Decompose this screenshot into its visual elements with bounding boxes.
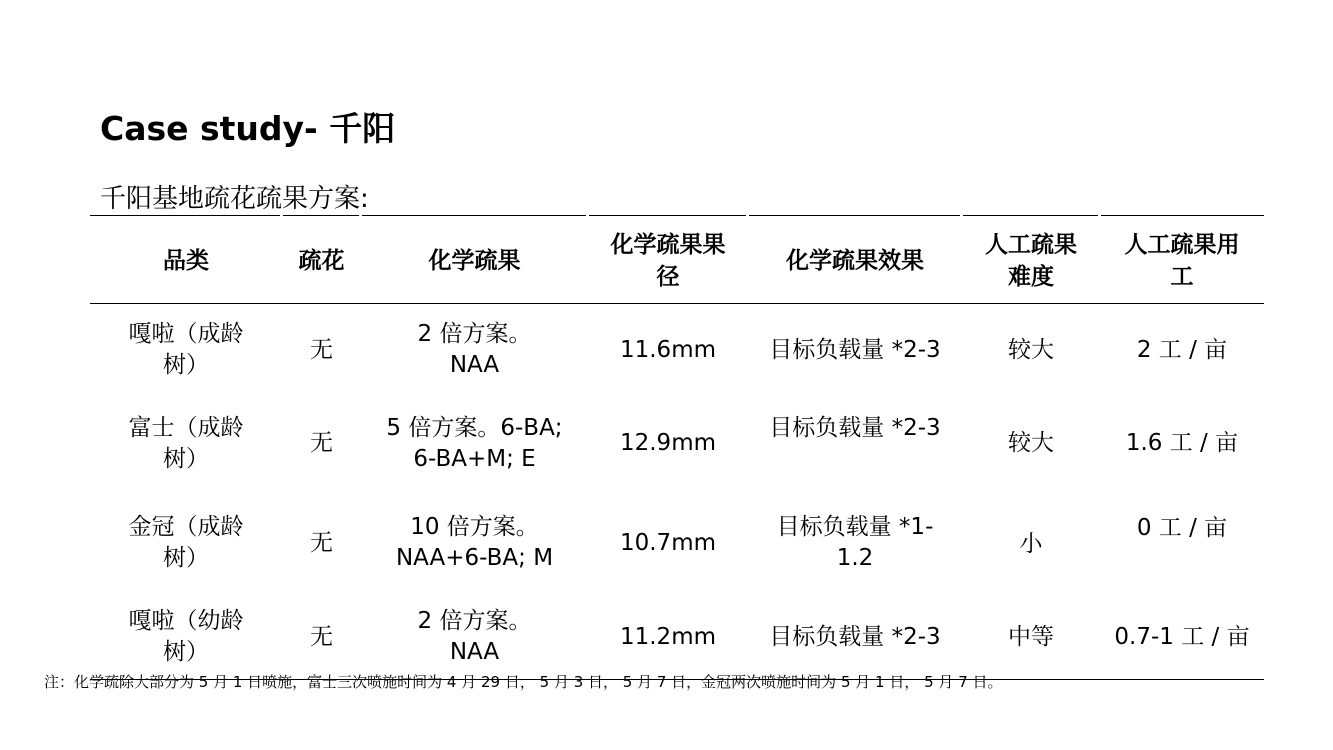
table-cell: 较大 bbox=[1008, 336, 1054, 363]
table-cell: 较大 bbox=[1008, 430, 1054, 456]
table-cell: 无 bbox=[310, 529, 333, 556]
column-header-manual-difficulty: 人工疏果难度 bbox=[985, 231, 1077, 290]
table-top-rule bbox=[749, 215, 960, 216]
column-header-thinning-effect: 化学疏果效果 bbox=[786, 247, 924, 274]
page-title: Case study- 千阳 bbox=[100, 109, 396, 148]
table-cell: 11.2mm bbox=[619, 623, 717, 650]
table-cell: 富士（成龄树） bbox=[128, 414, 244, 472]
column-header-flower-thinning: 疏花 bbox=[298, 247, 345, 274]
table-top-rule bbox=[90, 215, 280, 216]
table-cell: 无 bbox=[310, 430, 333, 456]
table-cell: 2 倍方案。NAA bbox=[417, 321, 532, 378]
table-cell: 0.7-1 工 / 亩 bbox=[1114, 623, 1250, 650]
page-subtitle: 千阳基地疏花疏果方案: bbox=[100, 184, 369, 214]
table-cell: 目标负载量 *2-3 bbox=[769, 623, 941, 650]
column-header-variety: 品类 bbox=[163, 247, 209, 274]
table-cell: 目标负载量 *2-3 bbox=[769, 414, 941, 441]
column-header-manual-labor: 人工疏果用工 bbox=[1124, 231, 1240, 290]
table-cell: 无 bbox=[310, 336, 333, 363]
table-cell: 金冠（成龄树） bbox=[128, 514, 244, 571]
table-top-rule bbox=[589, 215, 746, 216]
table-cell: 目标负载量 *2-3 bbox=[769, 336, 941, 363]
table-cell: 2 倍方案。NAA bbox=[417, 608, 532, 665]
table-top-rule bbox=[362, 215, 586, 216]
table-cell: 嘎啦（幼龄树） bbox=[128, 608, 244, 665]
table-cell: 12.9mm bbox=[619, 430, 717, 456]
table-cell: 2 工 / 亩 bbox=[1136, 336, 1228, 363]
table-cell: 10.7mm bbox=[619, 529, 717, 556]
table-cell: 小 bbox=[1019, 530, 1043, 557]
table-cell: 10 倍方案。NAA+6-BA; M bbox=[395, 514, 554, 571]
table-top-rule bbox=[283, 215, 359, 216]
table-cell: 1.6 工 / 亩 bbox=[1125, 430, 1239, 456]
table-cell: 0 工 / 亩 bbox=[1136, 514, 1228, 541]
table-cell: 目标负载量 *1-1.2 bbox=[776, 514, 934, 571]
table-cell: 中等 bbox=[1008, 623, 1054, 650]
column-header-fruit-diameter: 化学疏果果径 bbox=[610, 231, 726, 290]
table-cell: 嘎啦（成龄树） bbox=[128, 321, 244, 378]
table-cell: 5 倍方案。6-BA; 6-BA+M; E bbox=[386, 414, 563, 472]
table-top-rule bbox=[1101, 215, 1264, 216]
table-cell: 无 bbox=[310, 623, 333, 650]
table-top-rule bbox=[963, 215, 1098, 216]
footnote: 注：化学疏除大部分为 5 月 1 日喷施，富士三次喷施时间为 4 月 29 日， 5 月 3 日， 5 月 7 日，金冠两次喷施时间为 5 月 1 日， 5 月 7 日。 bbox=[44, 673, 1003, 691]
table-cell: 11.6mm bbox=[619, 336, 717, 363]
column-header-chemical-thinning: 化学疏果 bbox=[428, 247, 521, 274]
